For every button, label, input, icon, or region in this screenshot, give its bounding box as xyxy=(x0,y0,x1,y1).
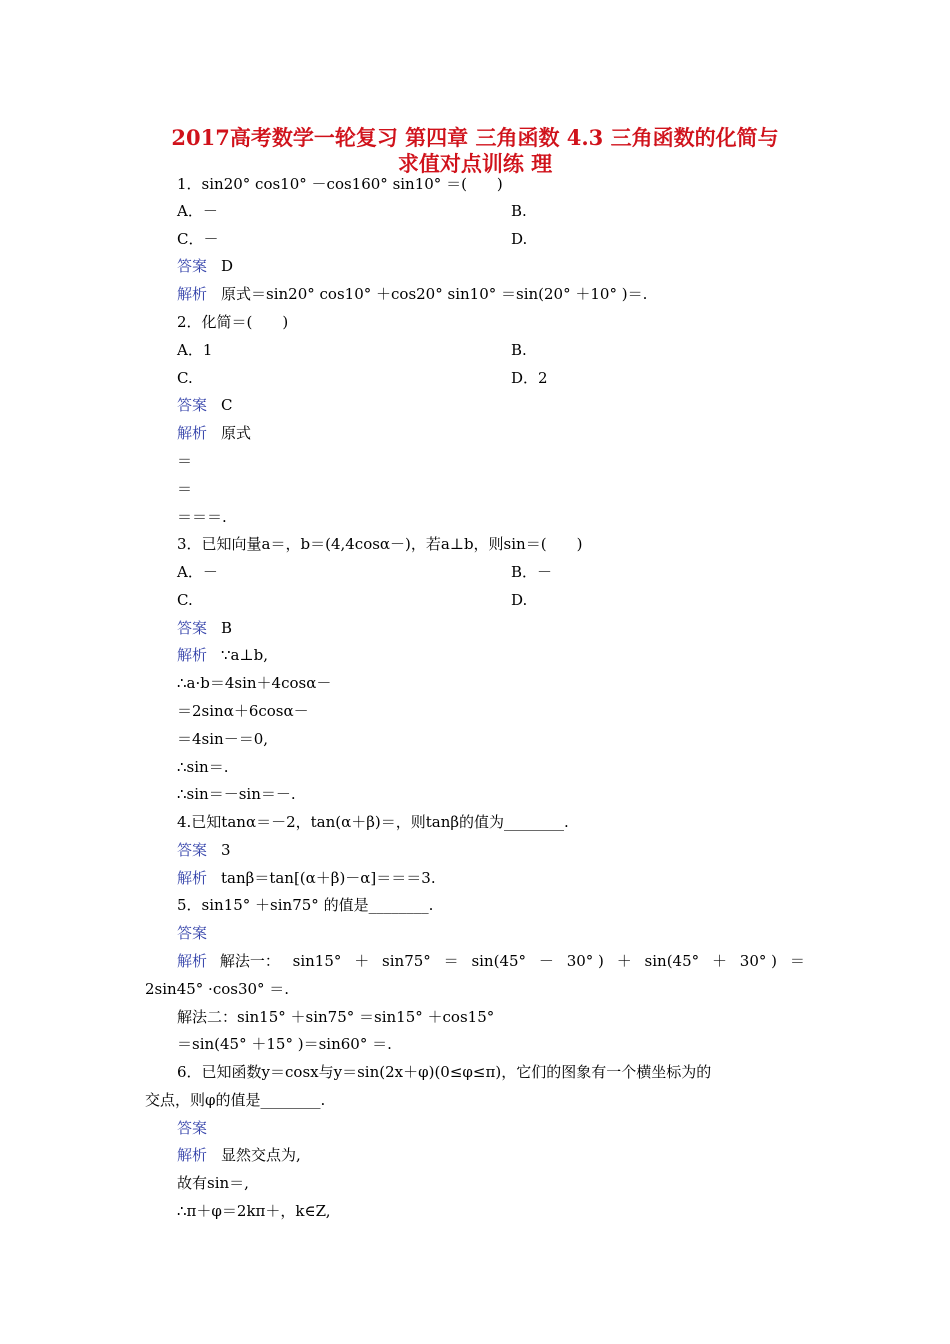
q5-analysis-part: sin(45° xyxy=(644,952,700,970)
q3-step: ＝4sin－＝0, xyxy=(177,730,269,748)
q3-step: ∴sin＝. xyxy=(177,758,229,776)
q1-stem: 1．sin20° cos10° －cos160° sin10° ＝( ) xyxy=(177,175,503,193)
q3-option-d: D. xyxy=(511,591,528,609)
q3-step: ∴a·b＝4sin＋4cosα－ xyxy=(177,674,332,692)
q2-stem: 2．化简＝( ) xyxy=(177,313,289,331)
q2-step: ＝ xyxy=(177,480,193,498)
q6-answer xyxy=(177,1118,221,1138)
q1-option-b: B. xyxy=(511,202,527,220)
q5-analysis-part: 解法一： xyxy=(219,952,280,970)
answer-label: 答案 xyxy=(177,619,208,637)
q3-step: ＝2sinα＋6cosα－ xyxy=(177,702,309,720)
q3-stem: 3．已知向量a＝，b＝(4,4cosα－)，若a⊥b，则sin＝( ) xyxy=(177,535,583,553)
answer-label: 答案 xyxy=(177,1119,208,1137)
q5-analysis-part: ＋ xyxy=(616,952,632,970)
q5-analysis-method-1 xyxy=(177,951,805,971)
q6-step: 故有sin＝, xyxy=(177,1174,249,1192)
q1-option-c: C．－ xyxy=(177,230,219,248)
q6-step: ∴π＋φ＝2kπ＋，k∈Z, xyxy=(177,1202,331,1220)
q5-answer xyxy=(177,923,221,943)
q2-option-a: A．1 xyxy=(177,341,213,359)
q2-option-d: D．2 xyxy=(511,369,548,387)
answer-label: 答案 xyxy=(177,841,208,859)
q3-option-b: B．－ xyxy=(511,563,553,581)
q1-option-d: D. xyxy=(511,230,528,248)
analysis-label: 解析 xyxy=(177,1146,208,1164)
q1-option-a: A．－ xyxy=(177,202,218,220)
analysis-label: 解析 xyxy=(177,285,208,303)
q4-stem: 4.已知tanα＝－2，tan(α＋β)＝，则tanβ的值为________. xyxy=(177,813,569,831)
analysis-label: 解析 xyxy=(177,646,208,664)
q3-option-a: A．－ xyxy=(177,563,218,581)
q1-analysis-text: 原式＝sin20° cos10° ＋cos20° sin10° ＝sin(20° ＋10° )＝. xyxy=(221,285,648,303)
q1-answer xyxy=(177,256,233,276)
q5-stem: 5．sin15° ＋sin75° 的值是________. xyxy=(177,896,434,914)
q5-method-2: 解法二：sin15° ＋sin75° ＝sin15° ＋cos15° xyxy=(177,1008,495,1026)
q5-analysis-part: sin(45° xyxy=(471,952,527,970)
q3-answer xyxy=(177,618,232,638)
q5-method-2-continued: ＝sin(45° ＋15° )＝sin60° ＝. xyxy=(177,1035,392,1053)
q5-analysis-part: ＝ xyxy=(789,952,805,970)
q6-analysis xyxy=(177,1145,301,1165)
answer-label: 答案 xyxy=(177,396,208,414)
q1-analysis xyxy=(177,284,647,304)
q2-answer xyxy=(177,395,233,415)
q2-analysis xyxy=(177,423,251,443)
q5-analysis-part: sin15° xyxy=(292,952,342,970)
q3-option-c: C. xyxy=(177,591,193,609)
q2-option-b: B. xyxy=(511,341,527,359)
q1-answer-value: D xyxy=(221,257,234,275)
q5-analysis-part: 30° ) xyxy=(566,952,604,970)
q5-analysis-part: sin75° xyxy=(382,952,431,970)
q5-analysis-part: － xyxy=(538,952,554,970)
q3-answer-value: B xyxy=(221,619,233,637)
document-title-line-2: 求值对点训练 理 xyxy=(397,151,553,176)
analysis-label: 解析 xyxy=(177,424,208,442)
q5-analysis-part: 30° ) xyxy=(739,952,778,970)
q4-answer xyxy=(177,840,231,860)
q3-analysis-text: ∵a⊥b, xyxy=(221,646,268,664)
q5-analysis-part: ＋ xyxy=(354,952,370,970)
document-title-line-1: 2017高考数学一轮复习 第四章 三角函数 4.3 三角函数的化简与 xyxy=(171,125,779,150)
q4-answer-value: 3 xyxy=(221,841,231,859)
q2-answer-value: C xyxy=(221,396,233,414)
q4-analysis-text: tanβ＝tan[(α＋β)－α]＝＝＝3. xyxy=(221,869,436,887)
answer-label: 答案 xyxy=(177,257,208,275)
q2-analysis-text: 原式 xyxy=(221,424,252,442)
q2-step: ＝＝＝. xyxy=(177,508,227,526)
answer-label: 答案 xyxy=(177,924,208,942)
analysis-label: 解析 xyxy=(177,869,208,887)
q6-analysis-text: 显然交点为, xyxy=(221,1146,301,1164)
q6-stem: 6．已知函数y＝cosx与y＝sin(2x＋φ)(0≤φ≤π)，它们的图象有一个横坐标为的 xyxy=(177,1063,712,1081)
q2-option-c: C. xyxy=(177,369,193,387)
q2-step: ＝ xyxy=(177,452,193,470)
q5-analysis-part: ＋ xyxy=(711,952,727,970)
analysis-label: 解析 xyxy=(177,952,208,970)
q4-analysis xyxy=(177,868,436,888)
q5-analysis-continued: 2sin45° ·cos30° ＝. xyxy=(145,980,290,998)
q3-analysis xyxy=(177,645,268,665)
q6-stem-continued: 交点，则φ的值是________. xyxy=(145,1091,326,1109)
q3-step: ∴sin＝－sin＝－. xyxy=(177,785,296,803)
q5-analysis-part: ＝ xyxy=(443,952,459,970)
